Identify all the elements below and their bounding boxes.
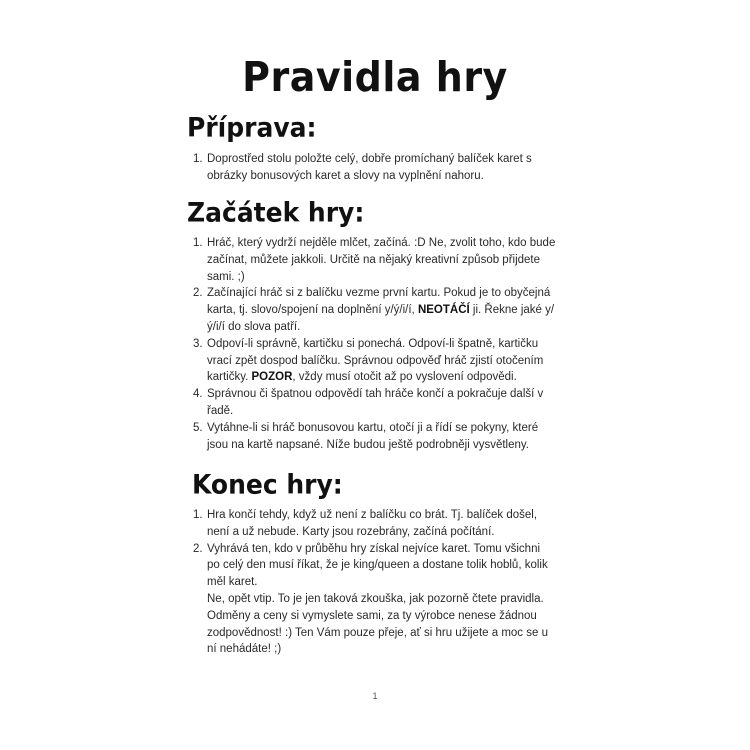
list-item: 2. Vyhrává ten, kdo v průběhu hry získal nejvíce karet. Tomu všichni po celý den musí říkat, že je king/queen a dostane tolik hoblů, kolik měl karet. Ne, opět vtip. To je jen taková zkouška, jak pozorně čtete pravidla. Odměny a ceny si vymyslete sami, za ty výrobce nenese žádnou zodpovědnost! :) Ten Vám pouze přeje, ať si hru užijete a moc se u ní nehádáte! ;)	[193, 542, 548, 656]
heading-zacatek: Začátek hry:	[187, 197, 365, 228]
list-item: 5. Vytáhne-li si hráč bonusovou kartu, otočí ji a řídí se pokyny, které jsou na kartě napsané. Níže budou ještě podrobněji vysvětleny.	[193, 421, 539, 451]
emphasis-neotaci: NEOTÁČÍ	[417, 304, 470, 317]
page-number: 1	[372, 691, 378, 701]
list-priprava	[193, 151, 593, 185]
list-item: 1. Doprostřed stolu položte celý, dobře promíchaný balíček karet s obrázky bonusových karet a slovy na vyplnění nahoru.	[193, 153, 532, 182]
emphasis-pozor: POZOR	[251, 371, 293, 384]
heading-konec: Konec hry:	[192, 469, 343, 500]
list-item: 2. Začínající hráč si z balíčku vezme první kartu. Pokud je to obyčejná karta, tj. slovo/spojení na doplnění y/ý/i/í, NEOTÁČÍ ji. Řekne jaké y/ ý/i/í do slova patří.	[193, 287, 555, 333]
list-konec	[193, 507, 593, 658]
heading-priprava: Příprava:	[187, 112, 317, 143]
list-zacatek	[193, 235, 593, 453]
list-item: 1. Hra končí tehdy, když už není z balíčku co brát. Tj. balíček došel, není a už nebude. Karty jsou rozebrány, začíná počítání.	[193, 509, 538, 538]
list-item: 3. Odpoví-li správně, kartičku si ponechá. Odpoví-li špatně, kartičku vrací zpět dospod balíčku. Správnou odpověď hráč zjistí otočením kartičky. POZOR, vždy musí otočit až po vyslovení odpovědi.	[193, 337, 544, 384]
list-item: 1. Hráč, který vydrží nejděle mlčet, začíná. :D Ne, zvolit toho, kdo bude začínat, můžete jakkoli. Určitě na nějaký kreativní způsob přijdete sami. ;)	[193, 237, 556, 283]
page-title: Pravidla hry	[242, 53, 508, 101]
list-item: 4. Správnou či špatnou odpovědí tah hráče končí a pokračuje další v řadě.	[193, 388, 544, 417]
